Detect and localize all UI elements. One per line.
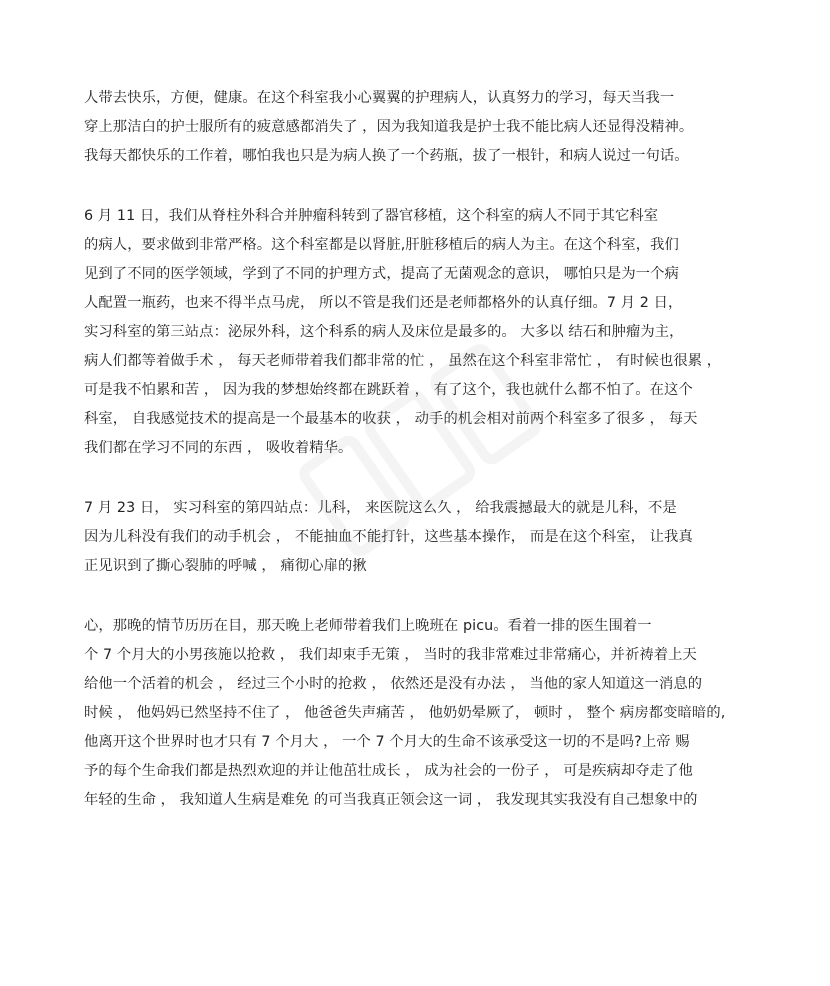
text-line: 的病人，要求做到非常严格。这个科室都是以肾脏,肝脏移植后的病人为主。在这个科室，我们 [84,237,679,253]
paragraph-1 [84,84,754,171]
document-page [84,84,754,815]
text-line: 予的每个生命我们都是热烈欢迎的并让他茁壮成长 ， 成为社会的一份子 ， 可是疾病却夺走了他 [84,763,693,779]
text-line: 年轻的生命 ， 我知道人生病是难免 的可当我真正领会这一词 ， 我发现其实我没有自己想象中的 [84,792,698,808]
paragraph-3 [84,494,754,581]
text-line: 7 月 23 日， 实习科室的第四站点：儿科， 来医院这么久 ， 给我震撼最大的就是儿科，不是 [84,500,677,516]
text-line: 因为儿科没有我们的动手机会 ， 不能抽血不能打针，这些基本操作， 而是在这个科室， 让我真 [84,529,693,545]
text-line: 可是我不怕累和苦 ， 因为我的梦想始终都在跳跃着 ， 有了这个，我也就什么都不怕了。在这个 [84,382,693,398]
text-line: 我们都在学习不同的东西 ， 吸收着精华。 [84,440,353,456]
text-line: 穿上那洁白的护士服所有的疲意感都消失了 ，因为我知道我是护士我不能比病人还显得没精神。 [84,119,694,135]
text-line: 个 7 个月大的小男孩施以抢救 ， 我们却束手无策 ， 当时的我非常难过非常痛心，并祈祷着上天 [84,647,697,663]
text-line: 我每天都快乐的工作着，哪怕我也只是为病人换了一个药瓶，拔了一根针，和病人说过一句话。 [84,148,689,164]
text-line: 病人们都等着做手术 ， 每天老师带着我们都非常的忙 ， 虽然在这个科室非常忙 ， 有时候也很累 ， [84,353,722,369]
text-line: 正见识到了撕心裂肺的呼喊 ， 痛彻心扉的揪 [84,558,367,574]
text-line: 时候 ， 他妈妈已然坚持不住了 ， 他爸爸失声痛苦 ， 他奶奶晕厥了， 顿时 ， 整个 病房都变暗暗的, [84,705,726,721]
text-line: 人带去快乐，方便，健康。在这个科室我小心翼翼的护理病人，认真努力的学习，每天当我一 [84,90,675,106]
text-line: 心，那晚的情节历历在目，那天晚上老师带着我们上晚班在 picu。看着一排的医生围着一 [84,618,652,634]
text-line: 6 月 11 日，我们从脊柱外科合并肿瘤科转到了器官移植，这个科室的病人不同于其它科室 [84,208,659,224]
text-line: 科室， 自我感觉技术的提高是一个最基本的收获 ， 动手的机会相对前两个科室多了很多 ， 每天 [84,411,698,427]
text-line: 给他一个活着的机会 ， 经过三个小时的抢救 ， 依然还是没有办法 ， 当他的家人知道这一消息的 [84,676,703,692]
paragraph-4 [84,612,754,815]
paragraph-2 [84,202,754,463]
text-line: 实习科室的第三站点：泌尿外科，这个科系的病人及床位是最多的。 大多以 结石和肿瘤为主， [84,324,684,340]
text-line: 人配置一瓶药，也来不得半点马虎， 所以不管是我们还是老师都格外的认真仔细。7 月 2 日， [84,295,683,311]
text-line: 他离开这个世界时也才只有 7 个月大 ， 一个 7 个月大的生命不该承受这一切的不是吗?上帝 赐 [84,734,690,750]
text-line: 见到了不同的医学领域，学到了不同的护理方式，提高了无菌观念的意识， 哪怕只是为一个病 [84,266,679,282]
